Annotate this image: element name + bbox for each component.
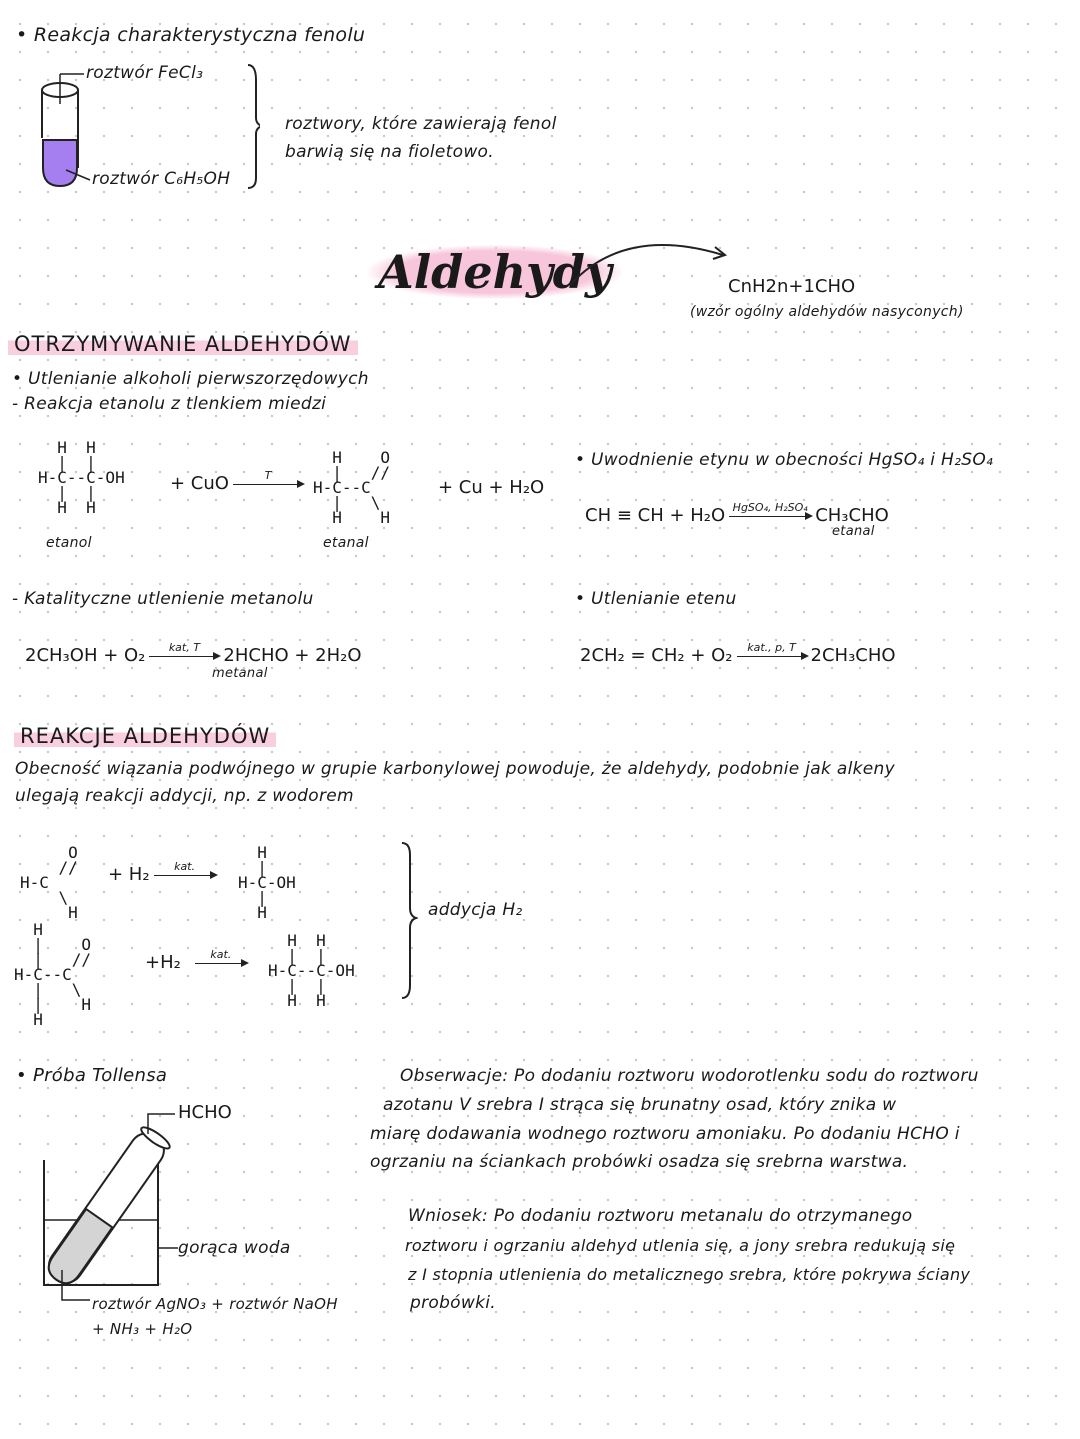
ethanol-reaction-products: + Cu + H₂O <box>438 477 545 498</box>
reaction-arrow <box>154 859 216 876</box>
brace <box>398 840 418 1002</box>
page-title: Aldehydy <box>368 245 622 299</box>
lhs: 2CH₃OH + O₂ <box>25 645 146 666</box>
ethanol-reaction-reagent <box>170 468 307 494</box>
condition: kat., p, T <box>747 640 796 654</box>
ethanol-label: etanol <box>46 535 92 551</box>
phenol-note-2: barwią się na fioletowo. <box>285 142 494 162</box>
reactions-para-1: Obecność wiązania podwójnego w grupie karbonylowej powoduje, że aldehydy, podobnie jak alkeny <box>15 759 895 779</box>
obtaining-item1: • Utlenianie alkoholi pierwszorzędowych <box>12 369 369 389</box>
ethanal-structure: H O | // H-C--C | \ H H <box>313 448 391 527</box>
general-formula-caption: (wzór ogólny aldehydów nasyconych) <box>690 304 964 320</box>
ethanal-structure-2: H | O | // H-C--C | \ | H H <box>14 920 92 1029</box>
reagent: + CuO <box>170 473 229 494</box>
reactions-heading <box>14 724 276 748</box>
obtaining-item3: - Katalityczne utlenienie metanolu <box>12 589 314 609</box>
ethyne-equation <box>585 500 889 526</box>
ethyne-product-label: etanal <box>832 524 875 539</box>
reactions-heading-text: REAKCJE ALDEHYDÓW <box>14 724 276 748</box>
reaction-arrow <box>149 640 219 657</box>
methanal-label: metanal <box>212 666 268 681</box>
phenol-note-1: roztwory, które zawierają fenol <box>285 114 557 134</box>
observation-line: miarę dodawania wodnego roztworu amoniaku. Po dodaniu HCHO i <box>370 1124 960 1144</box>
methanol-equation <box>25 640 362 666</box>
phenol-heading: • Reakcja charakterystyczna fenolu <box>16 24 366 46</box>
reaction-arrow <box>737 640 807 657</box>
label-reagents-1: roztwór AgNO₃ + roztwór NaOH <box>92 1295 338 1313</box>
rhs: 2CH₃CHO <box>810 645 896 666</box>
h2: + H₂ <box>108 864 150 885</box>
label-reagents-2: + NH₃ + H₂O <box>92 1320 193 1338</box>
ethanol-structure: H H | | H-C--C-OH | | H H <box>38 438 125 517</box>
r2-reagent <box>145 947 251 973</box>
ethene-equation <box>580 640 896 666</box>
label-hcho: HCHO <box>178 1102 232 1123</box>
beaker-drawing <box>30 1110 180 1320</box>
h2: +H₂ <box>145 952 181 973</box>
reaction-arrow <box>729 500 811 517</box>
methanal-structure: O // H-C \ H <box>20 843 78 922</box>
observation-line: Obserwacje: Po dodaniu roztworu wodorotlenku sodu do roztworu <box>400 1066 979 1086</box>
lhs: CH ≡ CH + H₂O <box>585 505 726 526</box>
obtaining-item1-sub: - Reakcja etanolu z tlenkiem miedzi <box>12 394 327 414</box>
reactions-para-2: ulegają reakcji addycji, np. z wodorem <box>15 786 354 806</box>
tollens-heading: • Próba Tollensa <box>16 1065 168 1086</box>
conclusion-line: z I stopnia utlenienia do metalicznego srebra, które pokrywa ściany <box>408 1265 971 1284</box>
obtaining-item2: • Uwodnienie etynu w obecności HgSO₄ i H₂SO₄ <box>575 450 994 470</box>
label-hot-water: gorąca woda <box>178 1238 291 1258</box>
general-formula: CnH2n+1CHO <box>728 276 856 297</box>
obtaining-heading-text: OTRZYMYWANIE ALDEHYDÓW <box>8 332 358 356</box>
conclusion-line: probówki. <box>410 1293 496 1313</box>
addition-label: addycja H₂ <box>428 900 523 920</box>
observation-line: azotanu V srebra I strąca się brunatny osad, który znika w <box>383 1095 897 1115</box>
reaction-arrow <box>195 947 247 964</box>
rhs: 2HCHO + 2H₂O <box>223 645 362 666</box>
reaction-arrow <box>233 468 303 485</box>
lhs: 2CH₂ = CH₂ + O₂ <box>580 645 733 666</box>
condition: kat. <box>174 859 196 873</box>
ethanol-structure-2: H H | | H-C--C-OH | | H H <box>268 931 355 1010</box>
r1-reagent <box>108 859 220 885</box>
obtaining-item4: • Utlenianie etenu <box>575 589 737 609</box>
conclusion-line: Wniosek: Po dodaniu roztworu metanalu do otrzymanego <box>408 1206 913 1226</box>
observation-line: ogrzaniu na ściankach probówki osadza się srebrna warstwa. <box>370 1152 909 1172</box>
label-fecl3: roztwór FeCl₃ <box>86 63 204 83</box>
label-phenol-solution: roztwór C₆H₅OH <box>92 169 231 189</box>
methanol-structure: H | H-C-OH | H <box>238 843 296 922</box>
arrow-icon <box>565 235 735 295</box>
condition: kat. <box>210 947 232 961</box>
ethanal-label: etanal <box>323 535 369 551</box>
obtaining-heading <box>8 332 358 356</box>
conclusion-line: roztworu i ogrzaniu aldehyd utlenia się, a jony srebra redukują się <box>405 1236 956 1255</box>
condition: T <box>264 468 272 482</box>
condition: kat, T <box>168 640 200 654</box>
rhs: CH₃CHO <box>815 505 889 526</box>
condition: HgSO₄, H₂SO₄ <box>732 500 808 514</box>
